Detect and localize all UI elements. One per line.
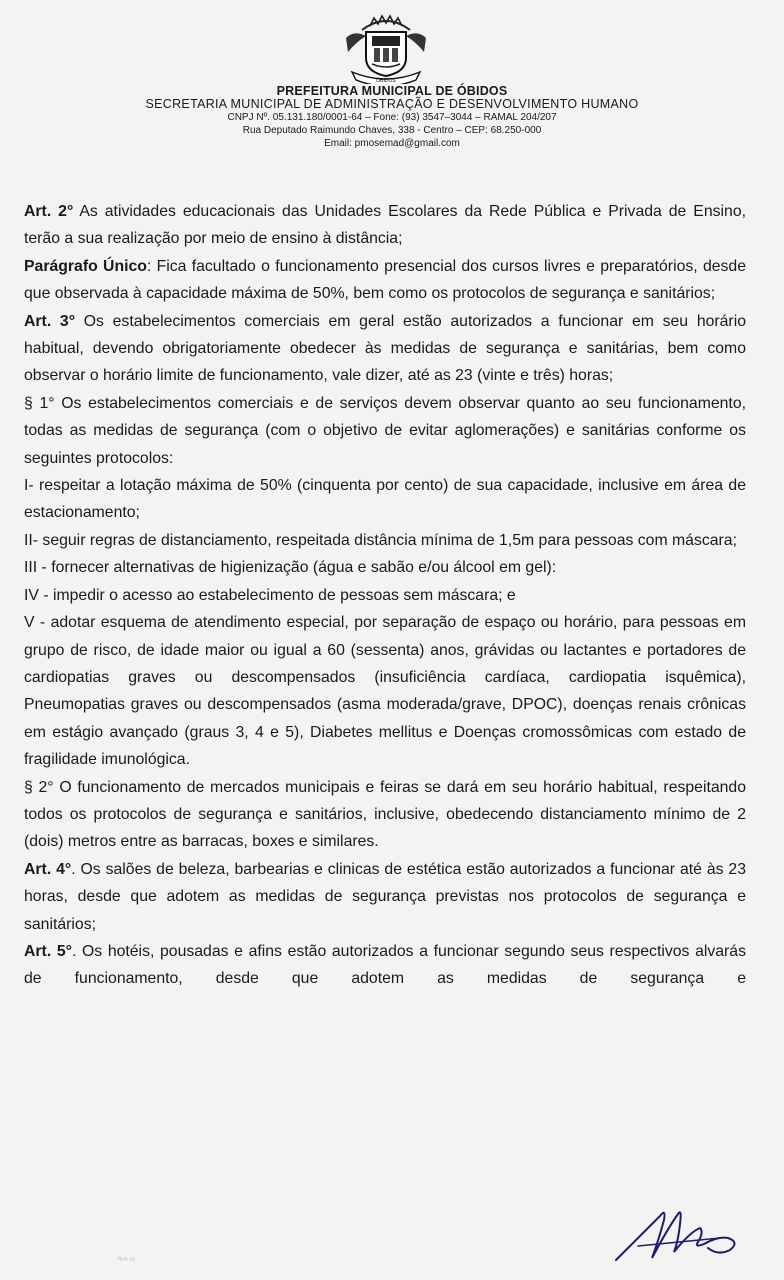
item-iii: III - fornecer alternativas de higienização (água e sabão e/ou álcool em gel): — [24, 559, 557, 577]
crest-banner-text: ÓBIDOS — [376, 78, 396, 84]
article-4-text: . Os salões de beleza, barbearias e clinicas de estética estão autorizados a funcionar até às 23 horas, desde que adotem as medidas de segurança previstas nos protocolos de segurança e sanitários; — [24, 860, 746, 933]
paragrafo-unico-label: Parágrafo Único — [24, 257, 147, 275]
article-2-label: Art. 2° — [24, 203, 74, 220]
article-3-label: Art. 3° — [24, 312, 76, 330]
municipal-coat-of-arms-icon — [340, 12, 432, 84]
article-5 — [24, 938, 746, 993]
letterhead — [0, 0, 784, 160]
handwritten-signature — [608, 1198, 748, 1270]
article-2-text: As atividades educacionais das Unidades Escolares da Rede Pública e Privada de Ensino, terão a sua realização por meio de ensino à distância; — [24, 203, 746, 248]
item-ii: II- seguir regras de distanciamento, respeitada distância mínima de 1,5m para pessoas com máscara; — [24, 531, 737, 549]
article-3-text: Os estabelecimentos comerciais em geral estão autorizados a funcionar em seu horário habitual, devendo obrigatoriamente obedecer às medidas de segurança e sanitárias, bem como observar o horário limite de funcionamento, vale dizer, até as 23 (vinte e três) horas; — [24, 312, 746, 385]
footer-mark: ᴺᵘᵐ ᵖᵍ — [118, 1257, 135, 1264]
article-4-label: Art. 4° — [24, 860, 72, 878]
header-email: Email: pmosemad@gmail.com — [324, 138, 460, 149]
item-iv: IV - impedir o acesso ao estabelecimento de pessoas sem máscara; e — [24, 586, 516, 604]
article-5-text: . Os hotéis, pousadas e afins estão autorizados a funcionar segundo seus respectivos alvarás de funcionamento, desde que adotem as medidas de segurança e — [24, 942, 746, 988]
header-address: Rua Deputado Raimundo Chaves, 338 - Centro – CEP: 68.250-000 — [242, 125, 542, 136]
article-4 — [24, 856, 746, 938]
paragrafo-unico-text: : Fica facultado o funcionamento presencial dos cursos livres e preparatórios, desde que observada à capacidade máxima de 50%, bem como os protocolos de segurança e sanitários; — [24, 257, 746, 303]
article-3 — [24, 308, 746, 390]
article-5-label: Art. 5° — [24, 942, 72, 960]
item-i: I- respeitar a lotação máxima de 50% (cinquenta por cento) de sua capacidade, inclusive em área de estacionamento; — [24, 477, 746, 522]
item-v: V - adotar esquema de atendimento especial, por separação de espaço ou horário, para pessoas em grupo de risco, de idade maior ou igual a 60 (sessenta) anos, grávidas ou lactantes e portadores de cardiopatias graves ou descompensados (insuficiência cardíaca, cardiopatia isquêmica), Pneumopatias graves ou descompensados (asma moderada/grave, DPOC), doenças renais crônicas em estágio avançado (graus 3, 4 e 5), Diabetes mellitus e Doenças cromossômicas com estado de fragilidade imunológica. — [24, 614, 746, 769]
section-2: § 2° O funcionamento de mercados municipais e feiras se dará em seu horário habitual, respeitando todos os protocolos de segurança e sanitários, inclusive, obedecendo distanciamento mínimo de 2 (dois) metros entre as barracas, boxes e similares. — [24, 778, 746, 851]
paragrafo-unico — [24, 253, 746, 308]
article-2 — [24, 198, 746, 253]
document-body — [24, 198, 746, 993]
section-1: § 1° Os estabelecimentos comerciais e de serviços devem observar quanto ao seu funcionamento, todas as medidas de segurança (com o objetivo de evitar aglomerações) e sanitárias conforme os seguintes protocolos: — [24, 394, 746, 467]
header-secretaria: SECRETARIA MUNICIPAL DE ADMINISTRAÇÃO E DESENVOLVIMENTO HUMANO — [145, 97, 639, 111]
header-prefeitura: PREFEITURA MUNICIPAL DE ÓBIDOS — [276, 84, 508, 98]
header-cnpj-phone: CNPJ Nº. 05.131.180/0001-64 – Fone: (93) 3547–3044 – RAMAL 204/207 — [227, 112, 557, 123]
